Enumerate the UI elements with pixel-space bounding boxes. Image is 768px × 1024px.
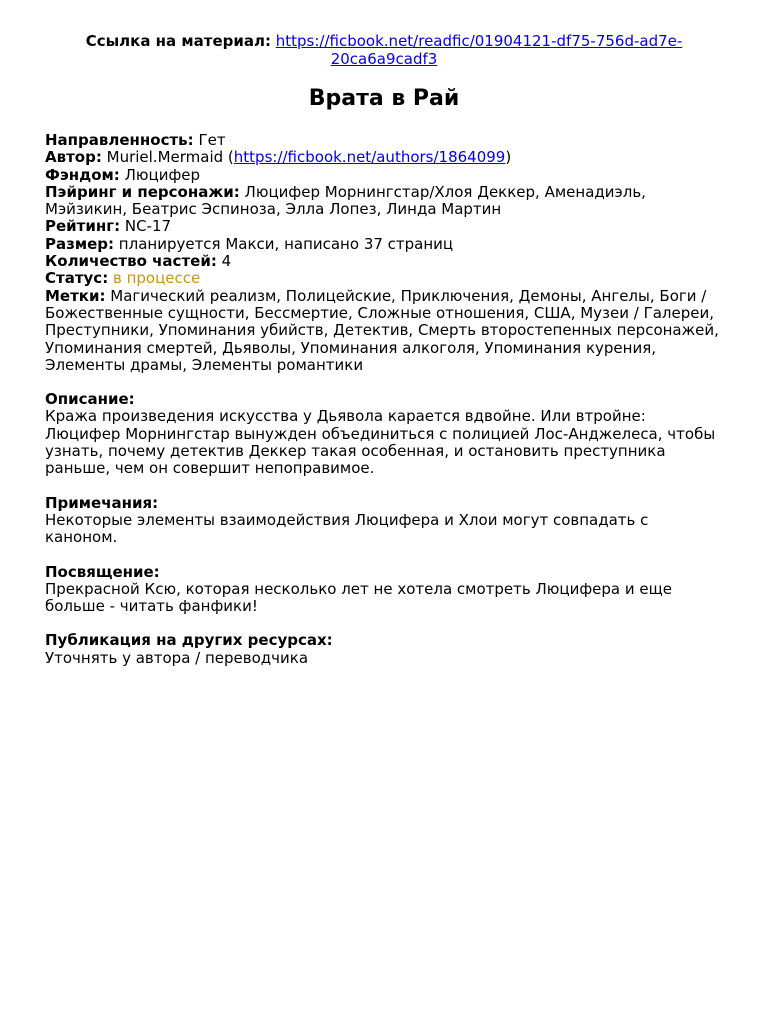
work-title: Врата в Рай: [308, 86, 460, 111]
meta-pairing: [45, 184, 723, 219]
description-section: [45, 391, 723, 477]
notes-text: Некоторые элементы взаимодействия Люцифера и Хлои могут совпадать с каноном.: [45, 510, 649, 547]
meta-size-key: Размер:: [45, 234, 115, 253]
dedication-text: Прекрасной Ксю, которая несколько лет не хотела смотреть Люцифера и еще больше - читать фанфики!: [45, 579, 672, 616]
dedication-heading: Посвящение:: [45, 562, 160, 581]
meta-author-paren-close: ): [505, 148, 512, 167]
meta-pairing-value: Люцифер Морнингстар/Хлоя Деккер, Аменадиэль, Мэйзикин, Беатрис Эспиноза, Элла Лопез, Линда Мартин: [45, 182, 646, 219]
publication-heading: Публикация на других ресурсах:: [45, 631, 333, 650]
meta-size: [45, 236, 723, 253]
source-label: Ссылка на материал:: [85, 32, 271, 50]
publication-section: [45, 632, 723, 667]
meta-pairing-key: Пэйринг и персонажи:: [45, 182, 240, 201]
meta-fandom: [45, 167, 723, 184]
meta-rating-value: NC-17: [124, 217, 172, 236]
description-text: Кража произведения искусства у Дьявола карается вдвойне. Или втройне: Люцифер Морнингстар вынужден объединиться с полицией Лос-Анджелеса, чтобы узнать, почему детектив Деккер такая особенная, и остановить преступника раньше, чем он совершит непоправимое.: [45, 407, 716, 478]
meta-author-key: Автор:: [45, 148, 102, 167]
publication-text: Уточнять у автора / переводчика: [45, 648, 309, 667]
source-url-link[interactable]: [276, 32, 683, 68]
meta-parts-value: 4: [221, 252, 232, 271]
meta-rating: [45, 218, 723, 235]
meta-status-key: Статус:: [45, 269, 109, 288]
meta-parts-key: Количество частей:: [45, 252, 217, 271]
meta-size-value: планируется Макси, написано 37 страниц: [118, 234, 454, 253]
meta-tags-value: Магический реализм, Полицейские, Приключения, Демоны, Ангелы, Боги / Божественные сущности, Бессмертие, Сложные отношения, США, Музеи / Галереи, Преступники, Упоминания убийств, Детектив, Смерть второстепенных персонажей, Упоминания смертей, Дьяволы, Упоминания алкоголя, Упоминания курения, Элементы драмы, Элементы романтики: [45, 286, 719, 374]
meta-parts: [45, 253, 723, 270]
status-badge: в процессе: [112, 269, 201, 288]
metadata-block: [45, 132, 723, 374]
dedication-section: [45, 564, 723, 616]
meta-direction-key: Направленность:: [45, 131, 194, 149]
meta-rating-key: Рейтинг:: [45, 217, 121, 236]
meta-author-paren-open: (: [227, 148, 234, 167]
meta-fandom-value: Люцифер: [124, 165, 201, 184]
notes-heading: Примечания:: [45, 493, 159, 512]
meta-fandom-key: Фэндом:: [45, 165, 120, 184]
meta-tags-key: Метки:: [45, 286, 106, 305]
meta-author-name: Muriel.Mermaid: [106, 148, 224, 167]
description-heading: Описание:: [45, 390, 135, 409]
meta-author: [45, 149, 723, 166]
meta-status: [45, 270, 723, 287]
meta-direction: [45, 132, 723, 149]
author-profile-link[interactable]: https://ficbook.net/authors/1864099: [233, 148, 506, 167]
notes-section: [45, 495, 723, 547]
source-link-block: [45, 33, 723, 68]
source-url-line2: 20ca6a9cadf3: [330, 49, 438, 68]
meta-direction-value: Гет: [198, 131, 226, 149]
meta-tags: [45, 288, 723, 374]
source-url-line1: https://ficbook.net/readfic/01904121-df75-756d-ad7e-: [275, 32, 683, 50]
